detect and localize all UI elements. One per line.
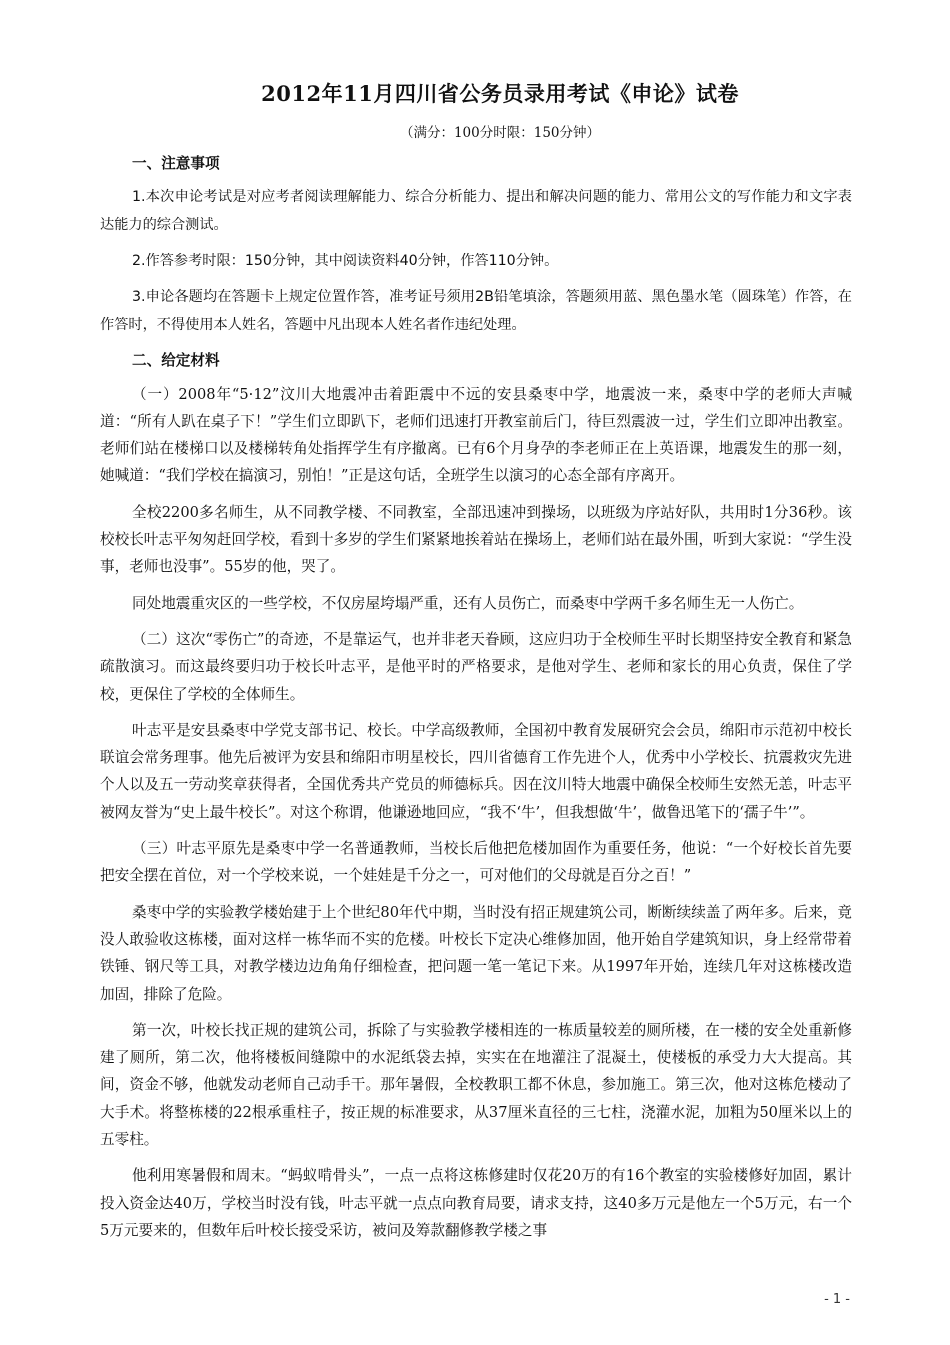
material-paragraph: 桑枣中学的实验教学楼始建于上个世纪80年代中期，当时没有招正规建筑公司，断断续续盖了两年多。后来，竟没人敢验收这栋楼，面对这样一栋华而不实的危楼。叶校长下定决心维修加固，他开始自学建筑知识，身上经常带着铁锤、钢尺等工具，对教学楼边边角角仔细检查，把问题一笔一笔记下来。从1997年开始，连续几年对这栋楼改造加固，排除了危险。 <box>100 903 852 1003</box>
material-paragraph: （三）叶志平原先是桑枣中学一名普通教师，当校长后他把危楼加固作为重要任务，他说：“一个好校长首先要把安全摆在首位，对一个学校来说，一个娃娃是千分之一，可对他们的父母就是百分之百！” <box>100 840 852 885</box>
section-heading-notice: 一、注意事项 <box>132 155 220 172</box>
notice-item: 2.作答参考时限：150分钟，其中阅读资料40分钟，作答110分钟。 <box>132 253 559 270</box>
document-subtitle: （满分：100分时限：150分钟） <box>399 125 601 141</box>
material-paragraph: 他利用寒暑假和周末。“蚂蚁啃骨头”，一点一点将这栋修建时仅花20万的有16个教室的实验楼修好加固，累计投入资金达40万，学校当时没有钱，叶志平就一点点向教育局要，请求支持，这40多万元是他左一个5万元，右一个5万元要来的，但数年后叶校长接受采访，被问及筹款翻修教学楼之事 <box>100 1167 852 1239</box>
page-number: - 1 - <box>824 1292 850 1307</box>
material-paragraph: （一）2008年“5·12”汶川大地震冲击着距震中不远的安县桑枣中学，地震波一来，桑枣中学的老师大声喊道：“所有人趴在桌子下！”学生们立即趴下，老师们迅速打开教室前后门，待巨烈震波一过，学生们立即冲出教室。老师们站在楼梯口以及楼梯转角处指挥学生有序撤离。已有6个月身孕的李老师正在上英语课，地震发生的那一刻，她喊道：“我们学校在搞演习，别怕！”正是这句话，全班学生以演习的心态全部有序离开。 <box>100 385 852 485</box>
document-body <box>100 150 852 1253</box>
material-paragraph: 同处地震重灾区的一些学校，不仅房屋垮塌严重，还有人员伤亡，而桑枣中学两千多名师生无一人伤亡。 <box>132 594 804 612</box>
material-paragraph: 全校2200多名师生，从不同教学楼、不同教室，全部迅速冲到操场，以班级为序站好队，共用时1分36秒。该校校长叶志平匆匆赶回学校，看到十多岁的学生们紧紧地挨着站在操场上，老师们站在最外围，听到大家说：“学生没事，老师也没事”。55岁的他，哭了。 <box>100 503 852 576</box>
material-paragraph: 叶志平是安县桑枣中学党支部书记、校长。中学高级教师，全国初中教育发展研究会会员，绵阳市示范初中校长联谊会常务理事。他先后被评为安县和绵阳市明星校长，四川省德育工作先进个人，优秀中小学校长、抗震救灾先进个人以及五一劳动奖章获得者，全国优秀共产党员的师德标兵。因在汶川特大地震中确保全校师生安然无恙，叶志平被网友誉为“史上最牛校长”。对这个称谓，他谦逊地回应，“我不‘牛’，但我想做‘牛’，做鲁迅笔下的‘孺子牛’”。 <box>100 721 852 821</box>
material-paragraph: 第一次，叶校长找正规的建筑公司，拆除了与实验教学楼相连的一栋质量较差的厕所楼，在一楼的安全处重新修建了厕所，第二次，他将楼板间缝隙中的水泥纸袋去掉，实实在在地灌注了混凝土，使楼板的承受力大大提高。其间，资金不够，他就发动老师自己动手干。那年暑假，全校教职工都不休息，参加施工。第三次，他对这栋危楼动了大手术。将整栋楼的22根承重柱子，按正规的标准要求，从37厘米直径的三七柱，浇灌水泥，加粗为50厘米以上的五零柱。 <box>100 1021 852 1149</box>
material-paragraph: （二）这次“零伤亡”的奇迹，不是靠运气，也并非老天眷顾，这应归功于全校师生平时长期坚持安全教育和紧急疏散演习。而这最终要归功于校长叶志平，是他平时的严格要求，是他对学生、老师和家长的用心负责，保住了学校，更保住了学校的全体师生。 <box>100 630 852 703</box>
notice-item: 1.本次申论考试是对应考者阅读理解能力、综合分析能力、提出和解决问题的能力、常用公文的写作能力和文字表达能力的综合测试。 <box>100 189 852 234</box>
section-heading-materials: 二、给定材料 <box>132 352 220 370</box>
document-title: 2012年11月四川省公务员录用考试《申论》试卷 <box>261 81 739 106</box>
notice-item: 3.申论各题均在答题卡上规定位置作答，准考证号须用2B铅笔填涂，答题须用蓝、黑色墨水笔（圆珠笔）作答，在作答时，不得使用本人姓名，答题中凡出现本人姓名者作违纪处理。 <box>100 289 852 334</box>
